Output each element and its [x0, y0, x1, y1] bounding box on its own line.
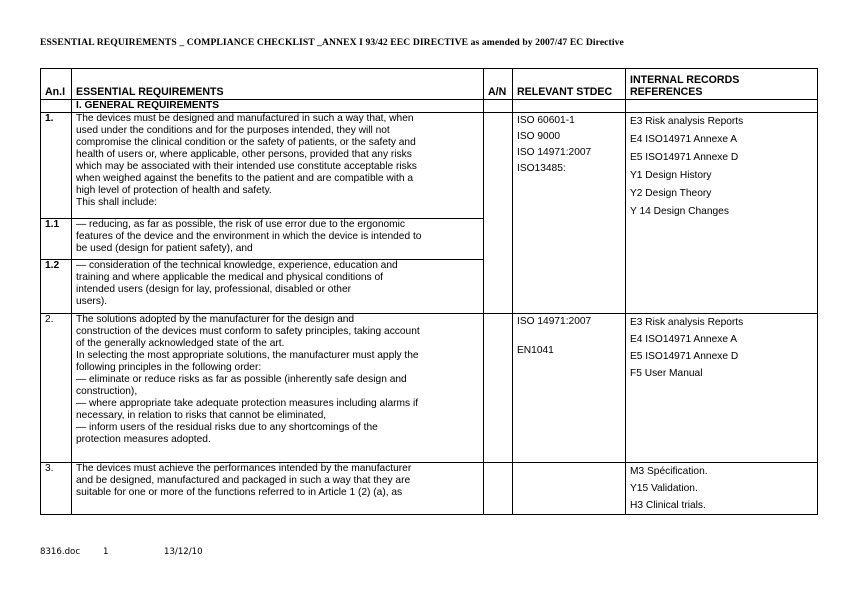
document-title: ESSENTIAL REQUIREMENTS _ COMPLIANCE CHECKLIST _ANNEX I 93/42 EEC DIRECTIVE as amended by 2007/47 EC Directive [40, 37, 624, 48]
requirement-text: The devices must be designed and manufactured in such a way that, when used under the conditions and for the purposes intended, they will not compromise the clinical condition or the safety of patients, or the safety and health of users or, where applicable, other persons, provided that any risks which may be associated with their intended use constitute acceptable risks when weighed against the benefits to the patient and are compatible with a high level of protection of health and safety. This shall include: [72, 113, 484, 219]
record-item: Y 14 Design Changes [630, 206, 729, 217]
record-item: E4 ISO14971 Annexe A [630, 334, 738, 345]
record-item: E4 ISO14971 Annexe A [630, 134, 738, 145]
standard-item: ISO 14971:2007 [517, 147, 592, 158]
table-row [41, 463, 818, 515]
row-number: 1. [41, 113, 72, 219]
requirement-text: The solutions adopted by the manufacturer for the design and construction of the devices must conform to safety principles, taking account of the generally acknowledged state of the art. In selecting the most appropriate solutions, the manufacturer must apply the following principles in the following order: — eliminate or reduce risks as far as possible (inherently safe design and construction), — where appropriate take adequate protection measures including alarms if necessary, in relation to risks that cannot be eliminated, — inform users of the residual risks due to any shortcomings of the protection measures adopted. [72, 314, 484, 463]
row-number: 2. [41, 314, 72, 463]
footer-page-number: 1 [103, 547, 109, 557]
header-essential-requirements: ESSENTIAL REQUIREMENTS [72, 69, 484, 100]
record-item: Y2 Design Theory [630, 188, 712, 199]
records-cell [626, 113, 818, 314]
standard-item: ISO 9000 [517, 131, 561, 142]
standards-cell [513, 463, 626, 515]
record-item: F5 User Manual [630, 368, 703, 379]
records-cell [626, 463, 818, 515]
section-row [41, 100, 818, 113]
an-cell [484, 314, 513, 463]
record-item: H3 Clinical trials. [630, 500, 706, 511]
row-number: 3. [41, 463, 72, 515]
an-cell [484, 113, 513, 314]
header-an: A/N [484, 69, 513, 100]
section-title: I. GENERAL REQUIREMENTS [72, 100, 484, 113]
footer-date: 13/12/10 [164, 547, 203, 557]
compliance-checklist-table [40, 68, 818, 515]
standard-item: EN1041 [517, 345, 554, 356]
requirement-text: — reducing, as far as possible, the risk of use error due to the ergonomic features of the device and the environment in which the device is intended to be used (design for patient safety), and [72, 219, 484, 260]
standard-item: ISO 60601-1 [517, 115, 575, 126]
header-annex: An.I [41, 69, 72, 100]
standards-cell [513, 314, 626, 463]
record-item: M3 Spécification. [630, 466, 708, 477]
row-number: 1.1 [41, 219, 72, 260]
standard-item: ISO13485: [517, 163, 566, 174]
table-row [41, 314, 818, 463]
table-row [41, 113, 818, 219]
record-item: E3 Risk analysis Reports [630, 317, 744, 328]
requirement-text: — consideration of the technical knowledge, experience, education and training and where applicable the medical and physical conditions of intended users (design for lay, professional, disabled or other users). [72, 260, 484, 314]
record-item: Y1 Design History [630, 170, 712, 181]
records-cell [626, 314, 818, 463]
standards-cell [513, 113, 626, 314]
record-item: E5 ISO14971 Annexe D [630, 152, 739, 163]
standard-item: ISO 14971:2007 [517, 316, 592, 327]
table-header-row [41, 69, 818, 100]
an-cell [484, 463, 513, 515]
header-internal-records: INTERNAL RECORDS REFERENCES [626, 69, 818, 100]
footer-filename: 8316.doc [40, 547, 81, 557]
record-item: E3 Risk analysis Reports [630, 116, 744, 127]
record-item: Y15 Validation. [630, 483, 698, 494]
requirement-text: The devices must achieve the performances intended by the manufacturer and be designed, manufactured and packaged in such a way that they are suitable for one or more of the functions referred to in Article 1 (2) (a), as [72, 463, 484, 515]
row-number: 1.2 [41, 260, 72, 314]
record-item: E5 ISO14971 Annexe D [630, 351, 739, 362]
header-relevant-standards: RELEVANT STDEC [513, 69, 626, 100]
